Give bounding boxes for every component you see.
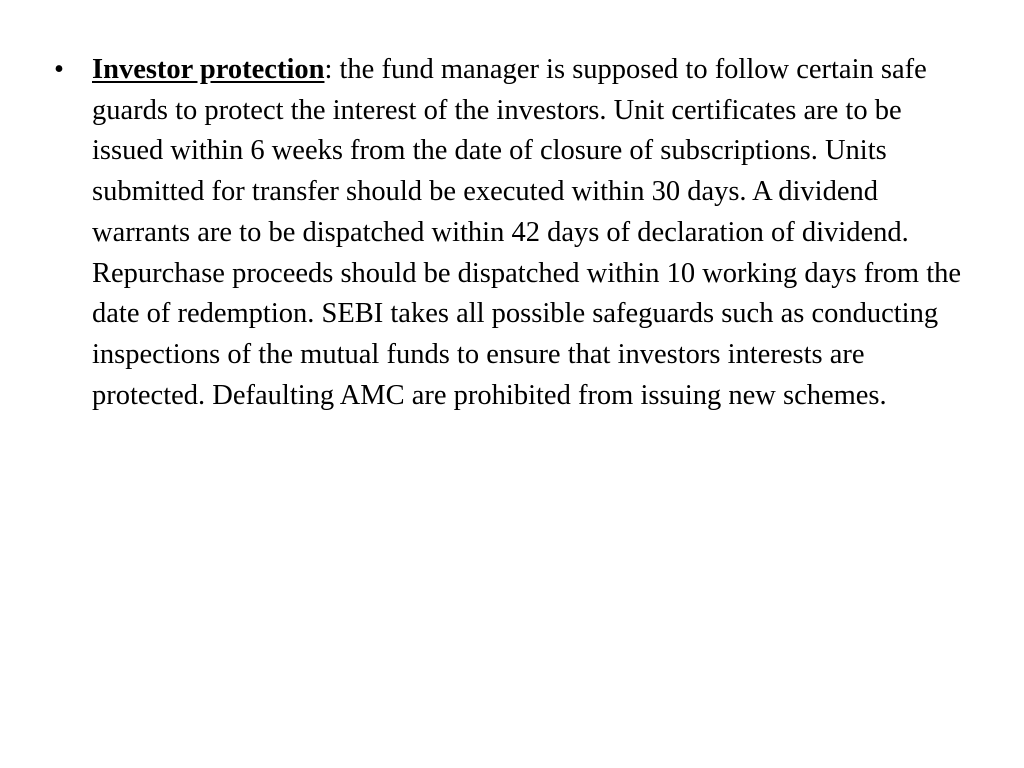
bullet-item-investor-protection bbox=[54, 50, 974, 416]
bullet-list bbox=[54, 50, 974, 416]
bullet-separator: : bbox=[324, 54, 333, 85]
bullet-term: Investor protection bbox=[92, 54, 325, 85]
bullet-marker: • bbox=[54, 54, 64, 85]
bullet-body-text: the fund manager is supposed to follow certain safe guards to protect the interest of the investors. Unit certificates are to be issued within 6 weeks from the date of closure of subscriptions. Units submitted for transfer should be executed within 30 days. A dividend warrants are to be dispatched within 42 days of declaration of dividend. Repurchase proceeds should be dispatched within 10 working days from the date of redemption. SEBI takes all possible safeguards such as conducting inspections of the mutual funds to ensure that investors interests are protected. Defaulting AMC are prohibited from issuing new schemes. bbox=[92, 54, 962, 411]
